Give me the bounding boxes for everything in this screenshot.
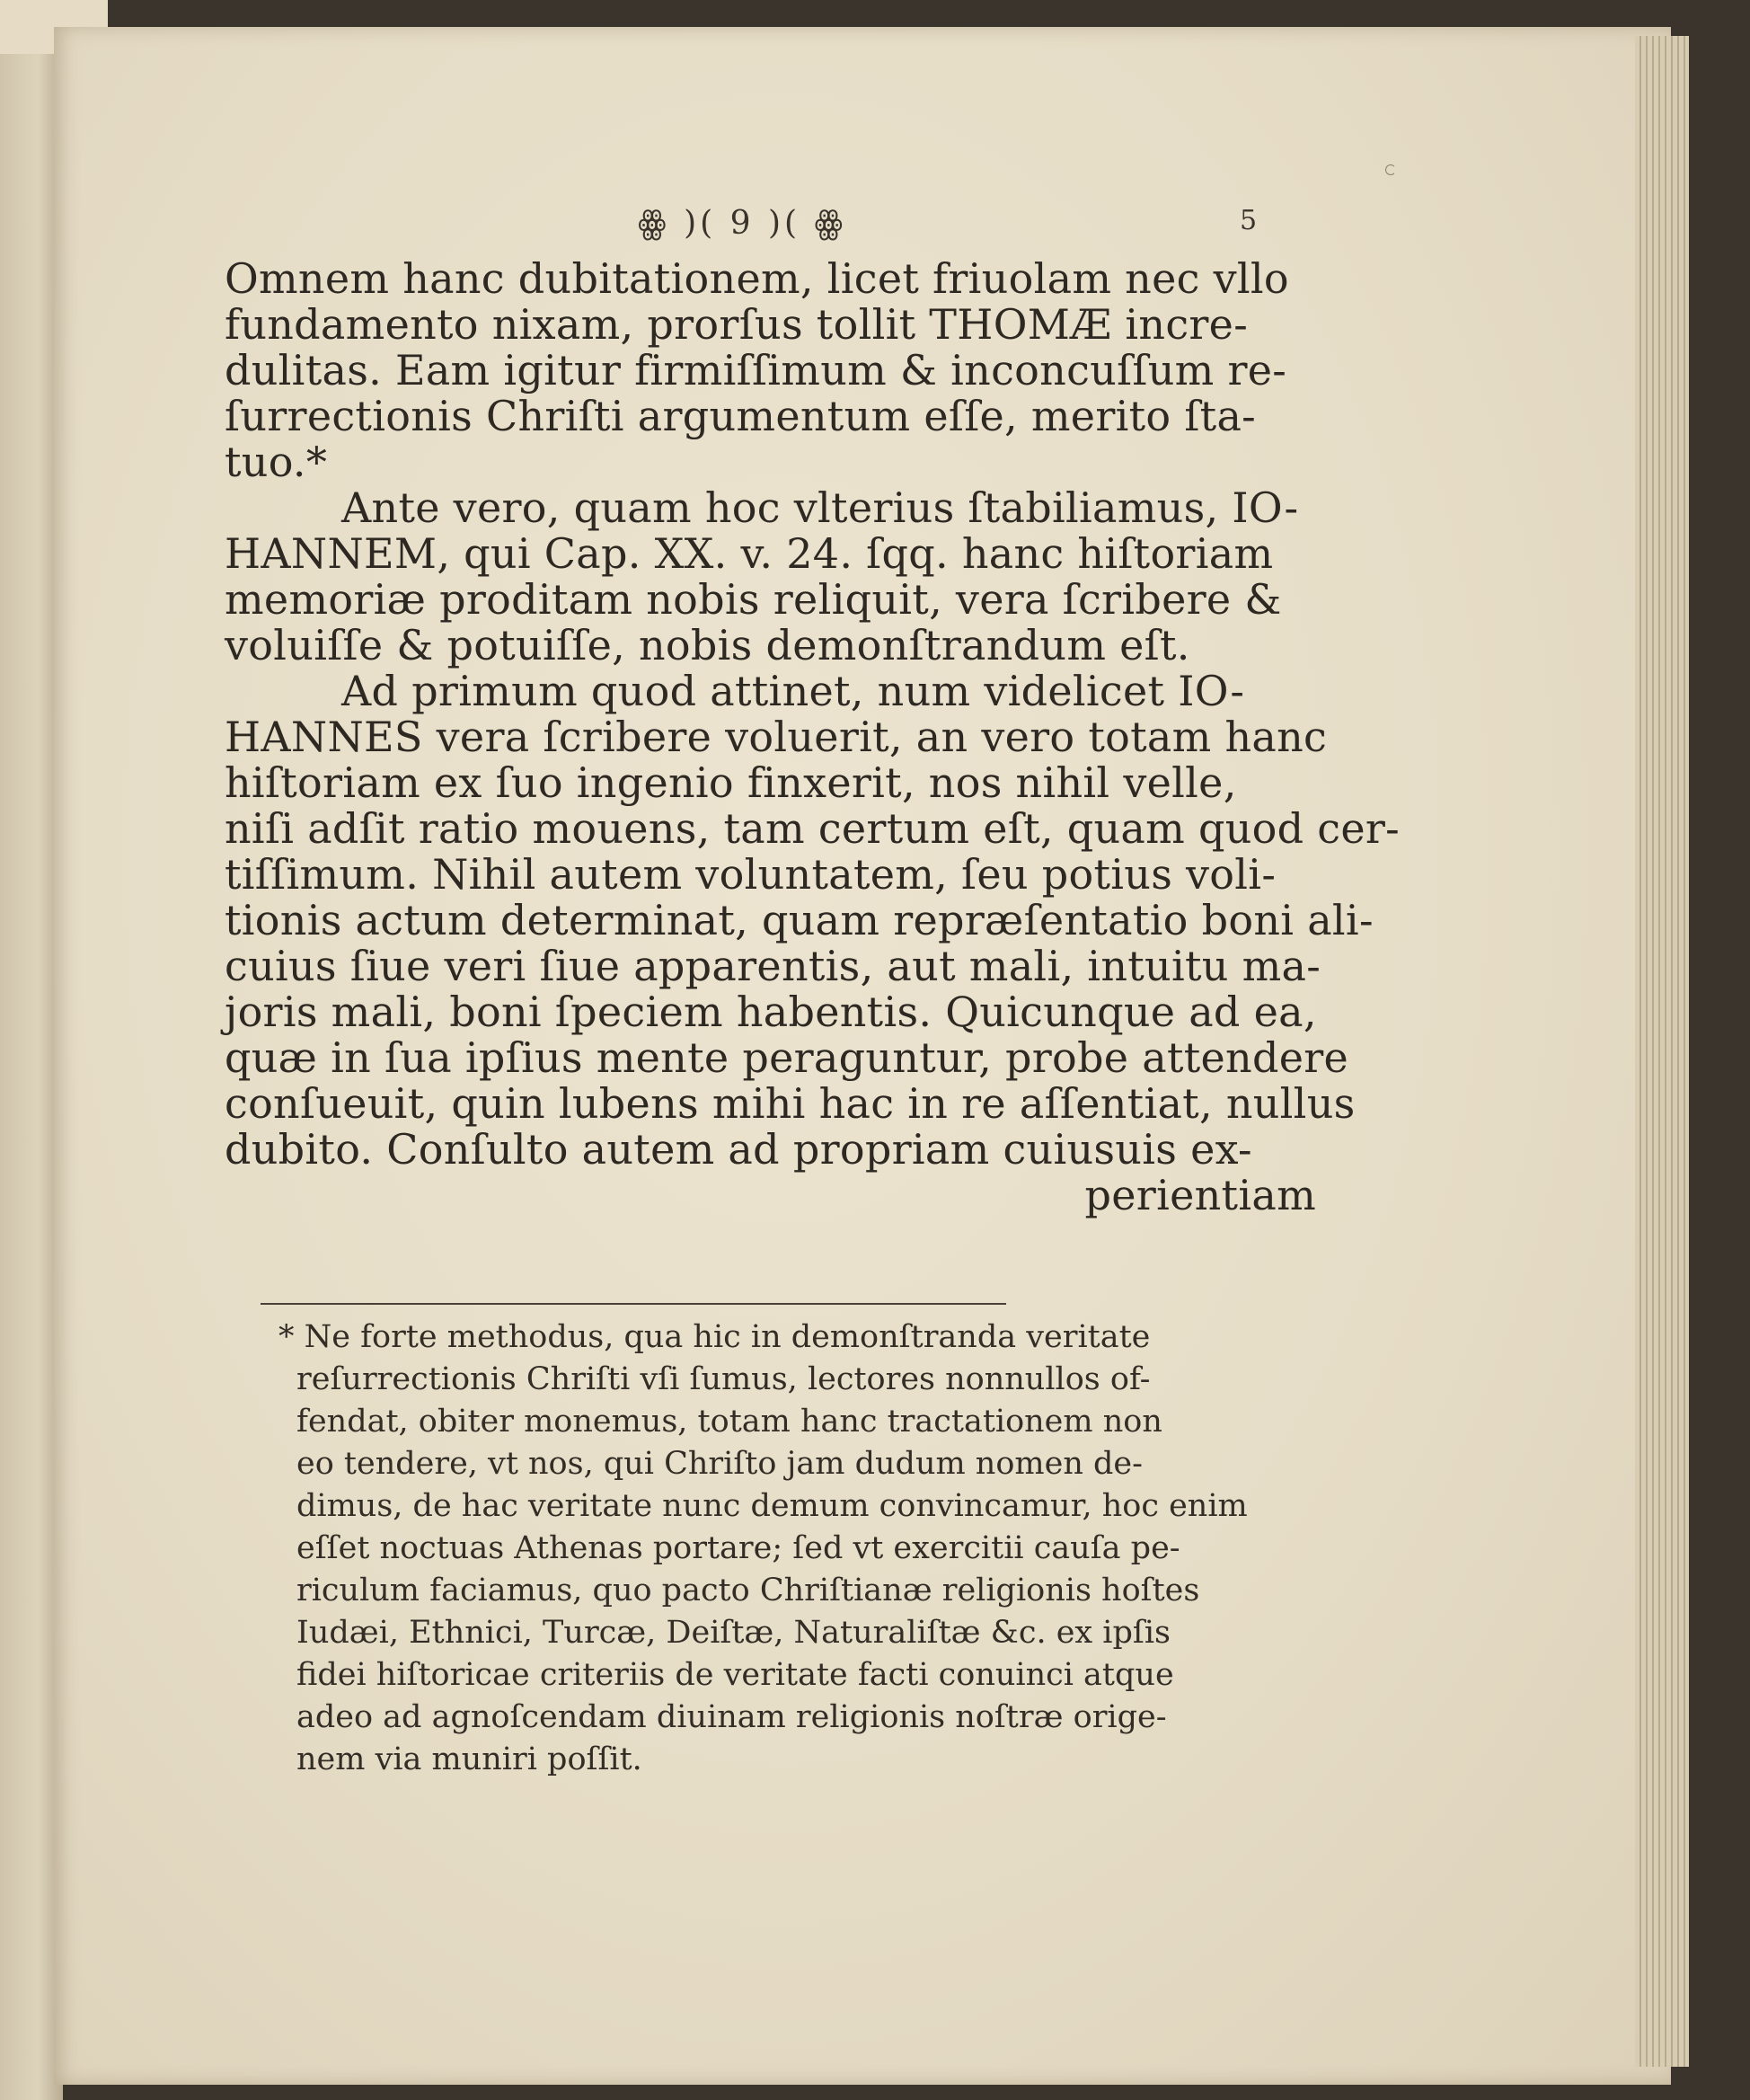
text-line: tuo.* (225, 438, 328, 486)
text-line: dulitas. Eam igitur firmiſſimum & inconcuſſum re- (225, 346, 1287, 394)
footnote (278, 1316, 1330, 1781)
footnote-line: dimus, de hac veritate nunc demum convincamur, hoc enim (296, 1488, 1248, 1524)
text-line: Ante vero, quam hoc vlterius ſtabiliamus, IO- (341, 483, 1299, 532)
footnote-line: adeo ad agnoſcendam diuinam religionis noſtræ orige- (296, 1699, 1167, 1735)
running-head (225, 205, 1316, 250)
footnote-line: Iudæi, Ethnici, Turcæ, Deiſtæ, Naturaliſtæ &c. ex ipſis (296, 1615, 1171, 1651)
text-line: perientiam (1084, 1171, 1316, 1219)
page-stack-edges (1635, 36, 1689, 2067)
footnote-rule (261, 1303, 1006, 1305)
text-line: quæ in ſua ipſius mente peraguntur, probe attendere (225, 1033, 1349, 1082)
footnote-line: fidei hiſtoricae criteriis de veritate facti conuinci atque (296, 1657, 1174, 1693)
text-line: hiſtoriam ex ſuo ingenio finxerit, nos nihil velle, (225, 758, 1237, 807)
footnote-line: fendat, obiter monemus, totam hanc tractationem non (296, 1404, 1162, 1440)
text-line: Omnem hanc dubitationem, licet friuolam nec vllo (225, 254, 1289, 303)
signature-mark: 5 (1240, 205, 1258, 236)
text-line: niſi adſit ratio mouens, tam certum eſt, quam quod cer- (225, 804, 1401, 853)
footnote-line: nem via muniri poſſit. (296, 1741, 642, 1777)
text-line: fundamento nixam, prorſus tollit THOMÆ incre- (225, 300, 1249, 349)
text-line: HANNES vera ſcribere voluerit, an vero totam hanc (225, 713, 1328, 761)
text-line: joris mali, boni ſpeciem habentis. Quicunque ad ea, (225, 988, 1317, 1036)
small-circle-mark (1385, 164, 1396, 175)
text-line: tiſſimum. Nihil autem voluntatem, ſeu potius voli- (225, 850, 1277, 899)
text-line: HANNEM, qui Cap. XX. v. 24. ſqq. hanc hiſtoriam (225, 529, 1274, 578)
text-line: dubito. Conſulto autem ad propriam cuiusuis ex- (225, 1125, 1252, 1174)
text-line: Ad primum quod attinet, num videlicet IO- (341, 667, 1245, 715)
text-line: tionis actum determinat, quam repræſentatio boni ali- (225, 896, 1374, 944)
text-line: memoriæ proditam nobis reliquit, vera ſcribere & (225, 575, 1282, 624)
footnote-line: riculum faciamus, quo pacto Chriſtianæ religionis hoſtes (296, 1573, 1200, 1608)
main-text (225, 254, 1401, 1219)
footnote-line: * Ne forte methodus, qua hic in demonſtranda veritate (278, 1319, 1151, 1355)
text-line: ſurrectionis Chriſti argumentum eſſe, merito ſta- (225, 392, 1257, 440)
footnote-line: reſurrectionis Chriſti vſi ſumus, lectores nonnullos of- (296, 1361, 1151, 1397)
page-number-ornament: ꙮ )( 9 )( ꙮ (638, 205, 847, 242)
text-line: voluiſſe & potuiſſe, nobis demonſtrandum eſt. (225, 621, 1190, 669)
footnote-line: eo tendere, vt nos, qui Chriſto jam dudum nomen de- (296, 1446, 1143, 1482)
footnote-line: eſſet noctuas Athenas portare; ſed vt exercitii cauſa pe- (296, 1530, 1180, 1566)
text-line: cuius ſiue veri ſiue apparentis, aut mali, intuitu ma- (225, 942, 1321, 990)
text-line: conſueuit, quin lubens mihi hac in re aſſentiat, nullus (225, 1079, 1356, 1128)
